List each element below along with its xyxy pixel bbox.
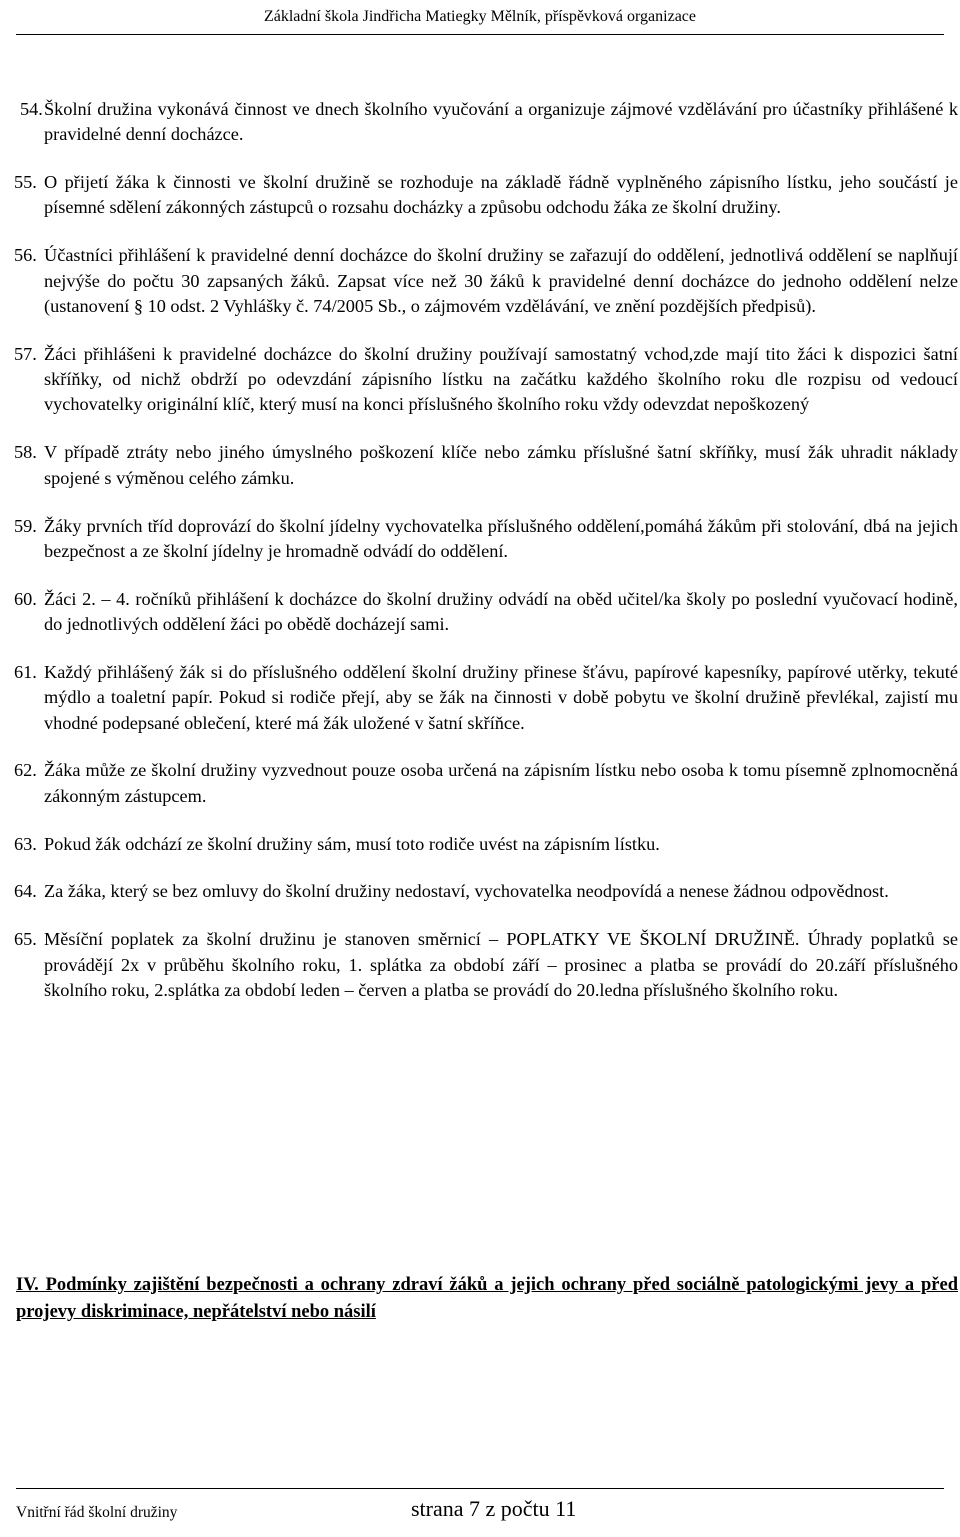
item-number: 55. <box>14 172 37 193</box>
item-text: O přijetí žáka k činnosti ve školní družině se rozhoduje na základě řádně vyplněného zápisního lístku, jeho součástí je písemné sdělení zákonných zástupců o rozsahu docházky a způsobu odchodu žáka ze školní družiny. <box>44 172 958 218</box>
paragraph-54 <box>20 97 958 148</box>
item-text: Za žáka, který se bez omluvy do školní družiny nedostaví, vychovatelka neodpovídá a nenese žádnou odpovědnost. <box>44 881 889 902</box>
item-number: 58. <box>14 442 37 463</box>
item-number: 64. <box>14 881 37 902</box>
header-divider <box>16 34 944 35</box>
paragraph-60 <box>14 587 958 638</box>
document-body <box>0 97 960 1026</box>
paragraph-57 <box>14 342 958 418</box>
paragraph-56 <box>14 243 958 319</box>
item-text: Žáka může ze školní družiny vyzvednout pouze osoba určená na zápisním lístku nebo osoba k tomu písemně zplnomocněná zákonným zástupcem. <box>44 760 958 806</box>
footer-divider <box>16 1488 944 1489</box>
item-number: 57. <box>14 343 37 364</box>
paragraph-59 <box>14 514 958 565</box>
item-text: Měsíční poplatek za školní družinu je stanoven směrnicí – POPLATKY VE ŠKOLNÍ DRUŽINĚ. Úhrady poplatků se provádějí 2x v průběhu školního roku, 1. splátka za období září – prosinec a platba se provádí do 20.září příslušného školního roku, 2.splátka za období leden – červen a platba se provádí do 20.ledna příslušného školního roku. <box>44 929 958 1000</box>
item-text: Každý přihlášený žák si do příslušného oddělení školní družiny přinese šťávu, papírové kapesníky, papírové utěrky, tekuté mýdlo a toaletní papír. Pokud si rodiče přejí, aby se žák na činnosti v době pobytu ve školní družině převlékal, zajistí mu vhodné podepsané oblečení, které má žák uložené v šatní skříňce. <box>44 661 958 733</box>
document-name: Vnitřní řád školní družiny <box>16 1504 178 1521</box>
page-footer <box>16 1495 816 1525</box>
paragraph-62 <box>14 758 958 809</box>
school-name: Základní škola Jindřicha Matiegky Mělník, příspěvková organizace <box>263 8 697 25</box>
item-text: Pokud žák odchází ze školní družiny sám, musí toto rodiče uvést na zápisním lístku. <box>44 833 660 854</box>
section-heading: IV. Podmínky zajištění bezpečnosti a ochrany zdraví žáků a jejich ochrany před sociálně patologickými jevy a před projevy diskriminace, nepřátelství nebo násilí <box>16 1275 958 1322</box>
item-number: 56. <box>14 245 37 266</box>
paragraph-58 <box>14 440 958 491</box>
item-number: 54. <box>20 99 43 119</box>
page-number: strana 7 z počtu 11 <box>411 1496 577 1521</box>
paragraph-55 <box>14 170 958 221</box>
item-text: Účastníci přihlášení k pravidelné denní docházce do školní družiny se zařazují do oddělení, jednotlivá oddělení se naplňují nejvýše do počtu 30 zapsaných žáků. Zapsat více než 30 žáků k pravidelné denní docházce do jednoho oddělení nelze (ustanovení § 10 odst. 2 Vyhlášky č. 74/2005 Sb., o zájmovém vzdělávání, ve znění pozdějších předpisů). <box>44 245 958 316</box>
item-text: Žáky prvních tříd doprovází do školní jídelny vychovatelka příslušného oddělení,pomáhá žákům při stolování, dbá na jejich bezpečnost a ze školní jídelny je hromadně odvádí do oddělení. <box>44 515 958 561</box>
item-number: 61. <box>14 661 37 682</box>
item-text: V případě ztráty nebo jiného úmyslného poškození klíče nebo zámku příslušné šatní skříňky, musí žák uhradit náklady spojené s výměnou celého zámku. <box>44 442 958 488</box>
item-text: Školní družina vykonává činnost ve dnech školního vyučování a organizuje zájmové vzdělávání pro účastníky přihlášené k pravidelné denní docházce. <box>44 99 958 145</box>
item-number: 63. <box>14 833 37 854</box>
item-number: 60. <box>14 588 37 609</box>
item-text: Žáci přihlášeni k pravidelné docházce do školní družiny používají samostatný vchod,zde mají tito žáci k dispozici šatní skříňky, od nichž obdrží po odevzdání zápisního lístku na začátku každého školního roku dle rozpisu od vedoucí vychovatelky originální klíč, který musí na konci příslušného školního roku vždy odevzdat nepoškozený <box>44 343 958 415</box>
item-text: Žáci 2. – 4. ročníků přihlášení k docházce do školní družiny odvádí na oběd učitel/ka školy po poslední vyučovací hodině, do jednotlivých oddělení žáci po obědě docházejí sami. <box>44 588 958 635</box>
paragraph-64 <box>14 879 958 904</box>
item-number: 65. <box>14 929 37 950</box>
paragraph-63 <box>14 832 958 857</box>
item-number: 59. <box>14 515 37 536</box>
item-number: 62. <box>14 760 37 781</box>
page-header <box>0 0 960 34</box>
paragraph-65 <box>14 927 958 1003</box>
paragraph-61 <box>14 660 958 736</box>
